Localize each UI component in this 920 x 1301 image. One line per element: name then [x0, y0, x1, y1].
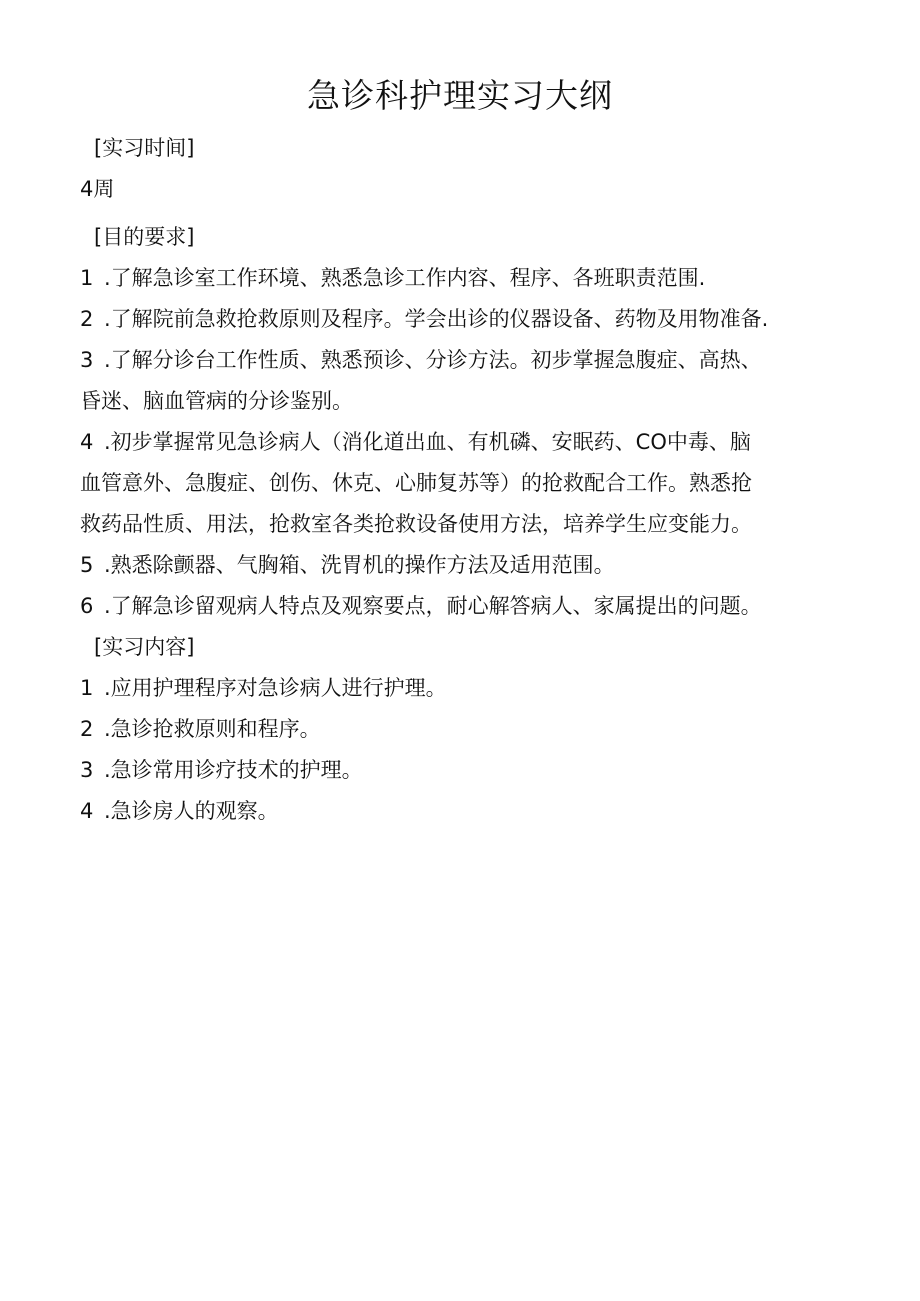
item-text: .了解急诊室工作环境、熟悉急诊工作内容、程序、各班职责范围.: [104, 266, 706, 290]
list-item: [80, 750, 840, 791]
item-number: 3: [80, 348, 94, 372]
item-number: 4: [80, 799, 94, 823]
list-item: [80, 586, 840, 627]
list-item: [80, 545, 840, 586]
duration-text: 4周: [80, 177, 115, 201]
item-text: .熟悉除颤器、气胸箱、洗胃机的操作方法及适用范围。: [104, 553, 615, 577]
item-number: 3: [80, 758, 94, 782]
list-item: [80, 668, 840, 709]
list-item: [80, 422, 840, 463]
list-item-continuation: 昏迷、脑血管病的分诊鉴别。: [80, 389, 353, 413]
item-number: 2: [80, 717, 94, 741]
item-number: 1: [80, 676, 94, 700]
item-text: .急诊常用诊疗技术的护理。: [104, 758, 363, 782]
contents-list: [80, 668, 840, 832]
item-text: .了解院前急救抢救原则及程序。学会出诊的仪器设备、药物及用物准备.: [104, 307, 769, 331]
list-item: [80, 258, 840, 299]
document-body: [80, 128, 840, 832]
item-number: 2: [80, 307, 94, 331]
document-title: 急诊科护理实习大纲: [307, 76, 613, 115]
list-item: [80, 791, 840, 832]
list-item: [80, 340, 840, 381]
item-text: .急诊抢救原则和程序。: [104, 717, 321, 741]
item-number: 5: [80, 553, 94, 577]
list-item-continuation: 血管意外、急腹症、创伤、休克、心肺复苏等）的抢救配合工作。熟悉抢: [80, 471, 752, 495]
list-item-continuation: 救药品性质、用法，抢救室各类抢救设备使用方法，培养学生应变能力。: [80, 512, 752, 536]
item-number: 1: [80, 266, 94, 290]
item-text: .应用护理程序对急诊病人进行护理。: [104, 676, 447, 700]
list-item: [80, 299, 840, 340]
item-number: 6: [80, 594, 94, 618]
item-text: .了解分诊台工作性质、熟悉预诊、分诊方法。初步掌握急腹症、高热、: [104, 348, 762, 372]
section-heading-time: [实习时间]: [94, 136, 195, 160]
list-item: [80, 709, 840, 750]
item-text: .初步掌握常见急诊病人（消化道出血、有机磷、安眠药、CO中毒、脑: [104, 430, 751, 454]
section-heading-content: [实习内容]: [94, 635, 195, 659]
item-text: .急诊房人的观察。: [104, 799, 279, 823]
section-heading-goals: [目的要求]: [94, 225, 195, 249]
item-text: .了解急诊留观病人特点及观察要点，耐心解答病人、家属提出的问题。: [104, 594, 762, 618]
goals-list: [80, 258, 840, 627]
item-number: 4: [80, 430, 94, 454]
